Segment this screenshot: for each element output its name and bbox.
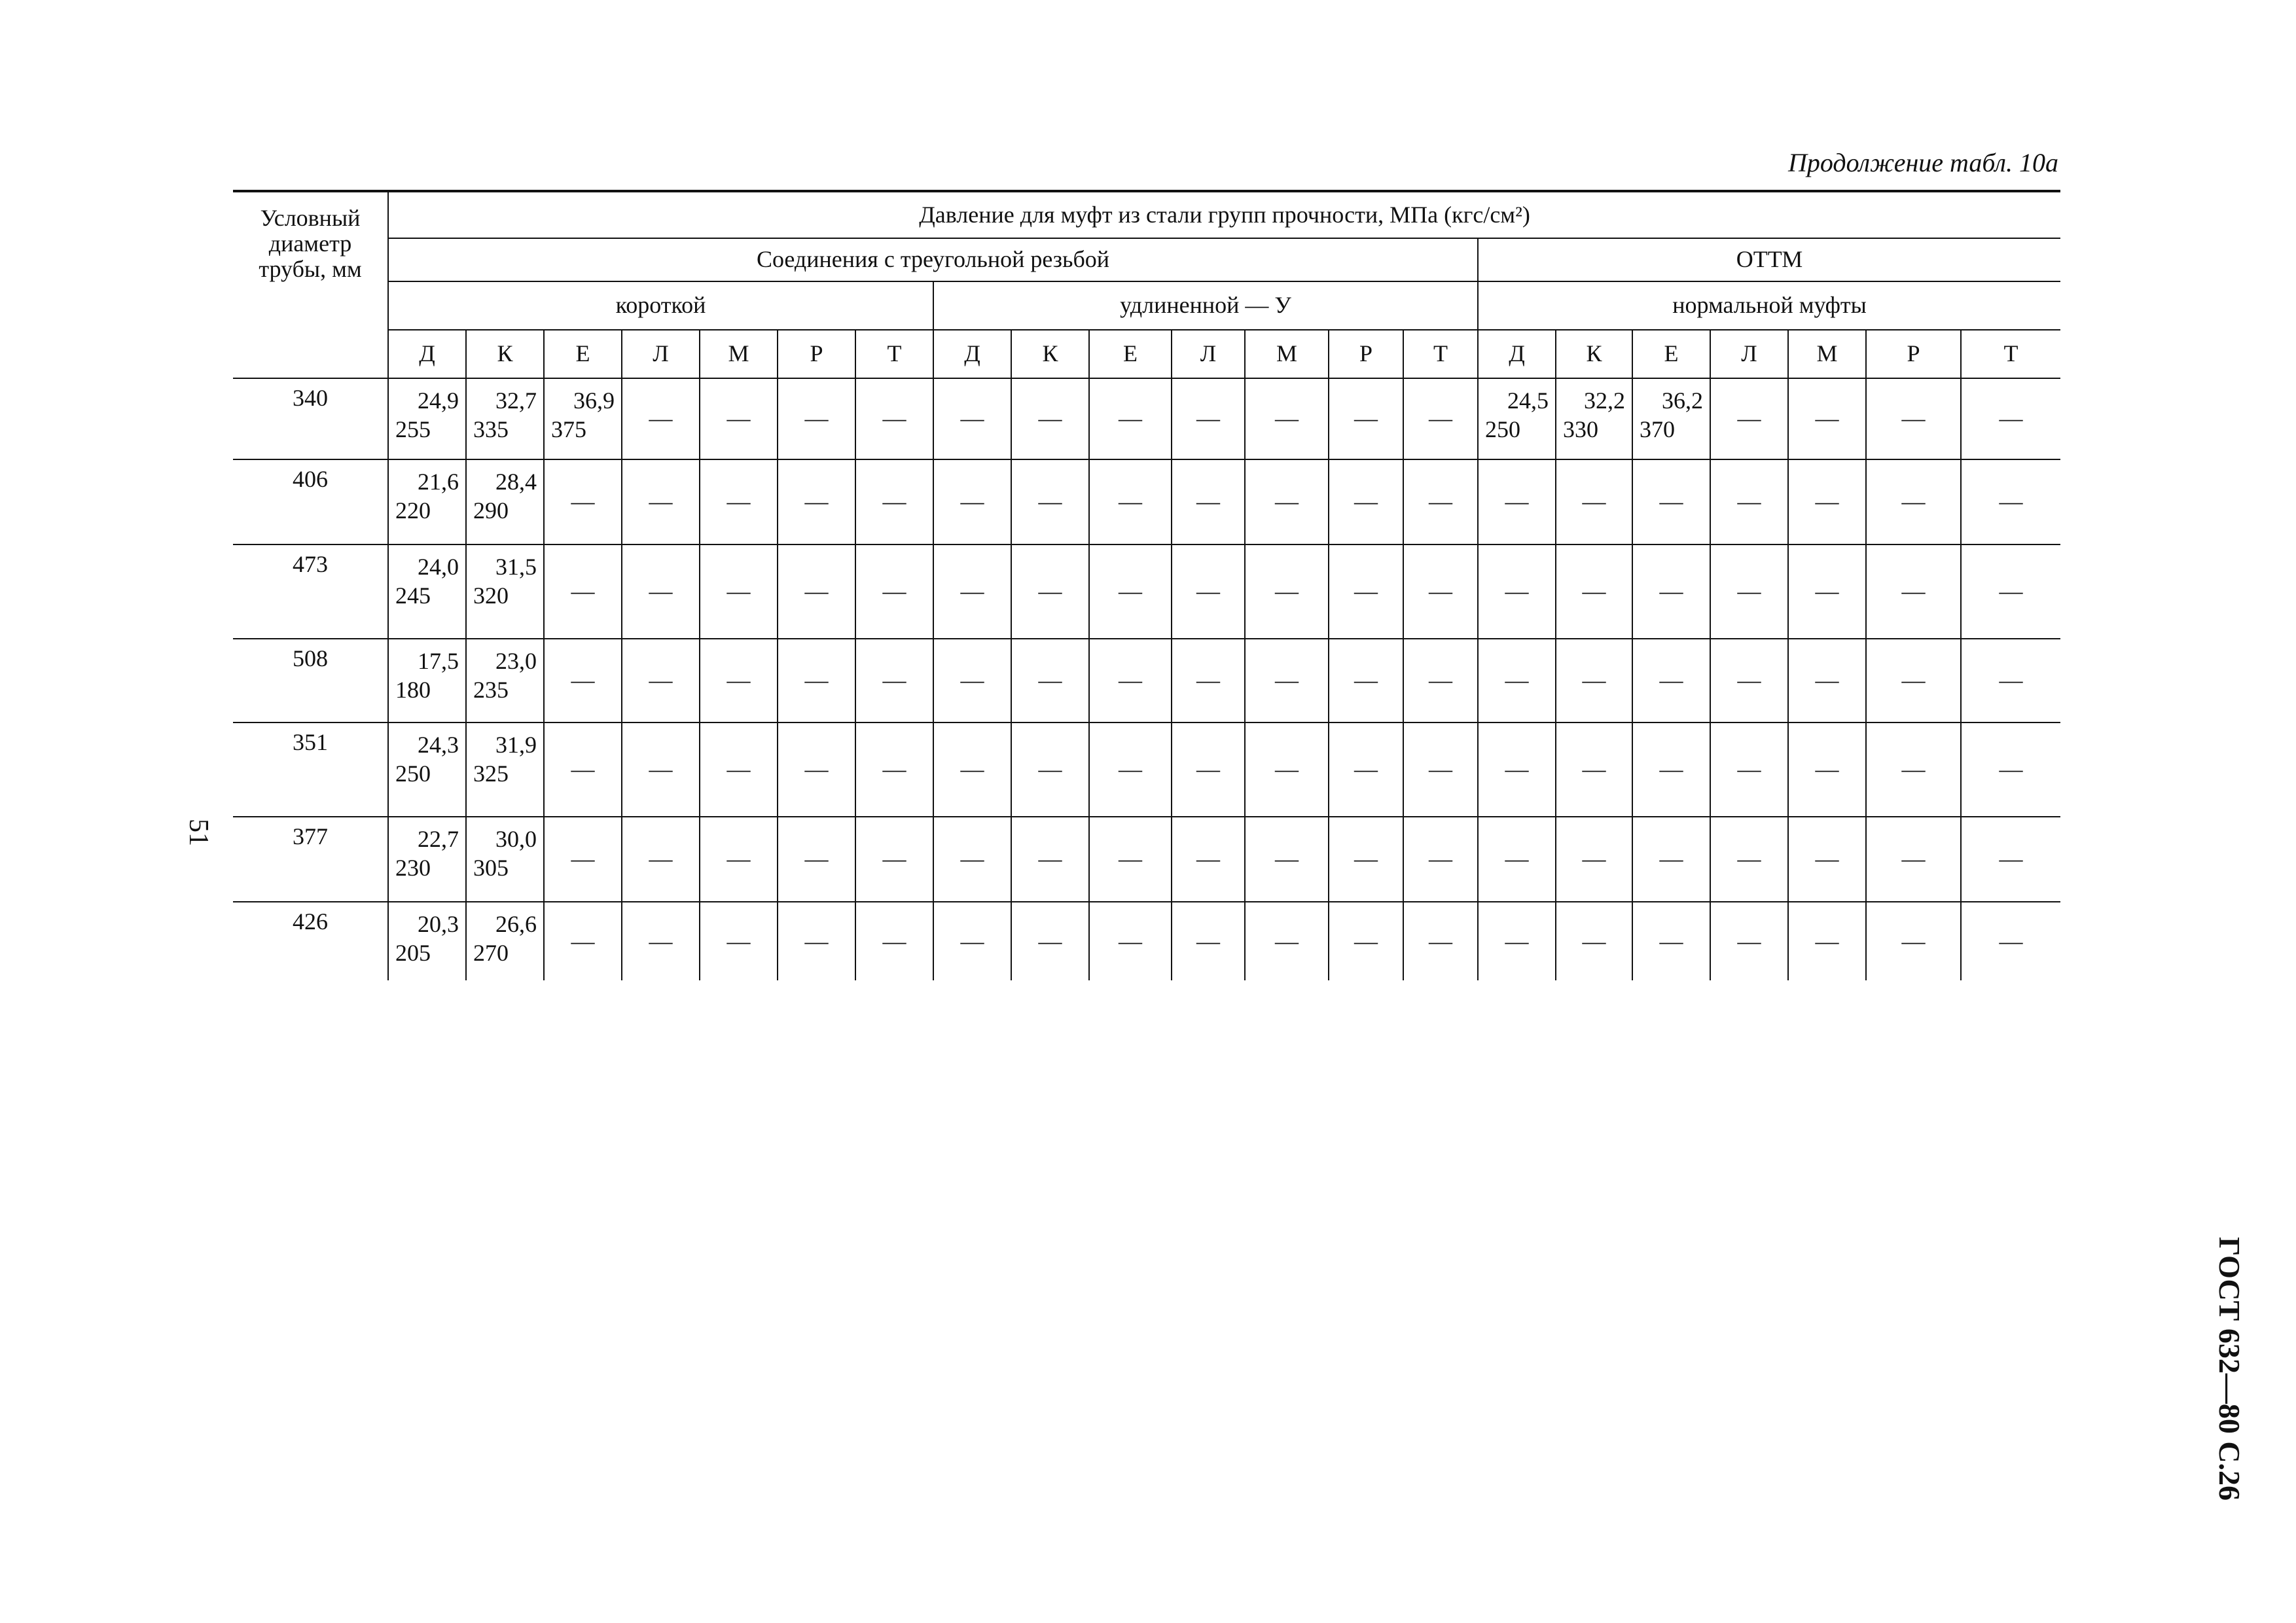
diameter-cell: 351 [233, 722, 388, 817]
empty-value-cell: — [933, 544, 1011, 639]
strength-group-header: Е [544, 330, 622, 378]
pressure-kgf: 320 [473, 582, 509, 609]
diameter-column-header [233, 191, 388, 378]
empty-value-cell: — [1710, 722, 1788, 817]
empty-value-cell: — [1866, 544, 1961, 639]
empty-value-cell: — [1172, 378, 1245, 459]
pressure-kgf: 245 [395, 582, 431, 609]
empty-value-cell: — [700, 459, 778, 544]
pressure-value-cell [388, 544, 466, 639]
pressure-mpa: 23,0 [495, 648, 537, 674]
empty-value-cell: — [700, 817, 778, 902]
pressure-kgf: 335 [473, 416, 509, 442]
empty-value-cell: — [1961, 902, 2060, 980]
empty-value-cell: — [1089, 639, 1172, 722]
empty-value-cell: — [1866, 817, 1961, 902]
strength-group-header: Д [933, 330, 1011, 378]
empty-value-cell: — [622, 902, 700, 980]
empty-value-cell: — [1556, 544, 1632, 639]
empty-value-cell: — [622, 722, 700, 817]
empty-value-cell: — [1011, 544, 1089, 639]
empty-value-cell: — [1329, 378, 1403, 459]
empty-value-cell: — [933, 459, 1011, 544]
empty-value-cell: — [1329, 817, 1403, 902]
empty-value-cell: — [1788, 544, 1866, 639]
empty-value-cell: — [1556, 817, 1632, 902]
strength-group-header: К [1556, 330, 1632, 378]
empty-value-cell: — [1478, 639, 1556, 722]
pressure-kgf: 220 [395, 497, 431, 524]
empty-value-cell: — [1403, 639, 1478, 722]
pressure-mpa: 26,6 [495, 911, 537, 937]
pressure-value-cell [466, 459, 544, 544]
empty-value-cell: — [1403, 902, 1478, 980]
empty-value-cell: — [1172, 817, 1245, 902]
empty-value-cell: — [1961, 459, 2060, 544]
empty-value-cell: — [1245, 544, 1329, 639]
strength-group-header: Т [1403, 330, 1478, 378]
empty-value-cell: — [1710, 544, 1788, 639]
pressure-mpa: 30,0 [495, 826, 537, 852]
pressure-mpa: 24,5 [1507, 387, 1549, 414]
empty-value-cell: — [778, 639, 855, 722]
pressure-value-cell [388, 378, 466, 459]
empty-value-cell: — [855, 544, 933, 639]
empty-value-cell: — [1172, 639, 1245, 722]
strength-group-header: Е [1632, 330, 1710, 378]
empty-value-cell: — [1478, 722, 1556, 817]
pressure-value-cell [388, 459, 466, 544]
empty-value-cell: — [933, 817, 1011, 902]
empty-value-cell: — [1245, 378, 1329, 459]
pressure-mpa: 32,7 [495, 387, 537, 414]
normal-coupling-header: нормальной муфты [1478, 281, 2060, 330]
diameter-header-line-2: диаметр [268, 230, 352, 257]
pressure-value-cell [388, 722, 466, 817]
pressure-value-cell [1632, 378, 1710, 459]
empty-value-cell: — [1556, 722, 1632, 817]
empty-value-cell: — [1089, 459, 1172, 544]
pressure-mpa: 32,2 [1584, 387, 1625, 414]
empty-value-cell: — [855, 639, 933, 722]
pressure-kgf: 270 [473, 940, 509, 966]
diameter-cell: 426 [233, 902, 388, 980]
empty-value-cell: — [1011, 378, 1089, 459]
empty-value-cell: — [1245, 902, 1329, 980]
strength-group-header: Е [1089, 330, 1172, 378]
empty-value-cell: — [1478, 902, 1556, 980]
pressure-header: Давление для муфт из стали групп прочности, МПа (кгс/см²) [388, 191, 2060, 238]
strength-group-header: Д [1478, 330, 1556, 378]
empty-value-cell: — [1632, 459, 1710, 544]
empty-value-cell: — [1089, 544, 1172, 639]
empty-value-cell: — [1632, 817, 1710, 902]
empty-value-cell: — [778, 544, 855, 639]
pressure-value-cell [388, 639, 466, 722]
pressure-value-cell [1478, 378, 1556, 459]
pressure-kgf: 250 [395, 760, 431, 787]
empty-value-cell: — [1961, 722, 2060, 817]
empty-value-cell: — [855, 817, 933, 902]
pressure-mpa: 24,9 [418, 387, 459, 414]
empty-value-cell: — [1788, 722, 1866, 817]
table-row [233, 639, 2060, 722]
empty-value-cell: — [544, 902, 622, 980]
empty-value-cell: — [1710, 639, 1788, 722]
empty-value-cell: — [855, 378, 933, 459]
strength-group-header: Т [855, 330, 933, 378]
pressure-mpa: 21,6 [418, 469, 459, 495]
ottm-header: ОТТМ [1478, 238, 2060, 281]
empty-value-cell: — [1172, 544, 1245, 639]
pressure-kgf: 255 [395, 416, 431, 442]
pressure-mpa: 31,5 [495, 554, 537, 580]
empty-value-cell: — [1245, 817, 1329, 902]
empty-value-cell: — [933, 722, 1011, 817]
pressure-table [233, 190, 2060, 980]
pressure-kgf: 330 [1563, 416, 1598, 442]
empty-value-cell: — [1632, 902, 1710, 980]
page-number: 51 [183, 819, 213, 846]
empty-value-cell: — [1172, 459, 1245, 544]
empty-value-cell: — [1403, 544, 1478, 639]
empty-value-cell: — [1245, 639, 1329, 722]
empty-value-cell: — [1089, 817, 1172, 902]
empty-value-cell: — [1788, 639, 1866, 722]
empty-value-cell: — [544, 639, 622, 722]
strength-group-header: К [1011, 330, 1089, 378]
pressure-kgf: 180 [395, 677, 431, 703]
empty-value-cell: — [622, 544, 700, 639]
extended-coupling-header: удлиненной — У [933, 281, 1478, 330]
pressure-value-cell [466, 639, 544, 722]
strength-group-header: М [1245, 330, 1329, 378]
pressure-value-cell [388, 902, 466, 980]
empty-value-cell: — [1556, 902, 1632, 980]
short-coupling-header: короткой [388, 281, 933, 330]
empty-value-cell: — [544, 544, 622, 639]
empty-value-cell: — [1329, 902, 1403, 980]
empty-value-cell: — [1172, 902, 1245, 980]
pressure-value-cell [388, 817, 466, 902]
table-row [233, 459, 2060, 544]
empty-value-cell: — [1866, 902, 1961, 980]
empty-value-cell: — [544, 459, 622, 544]
pressure-kgf: 325 [473, 760, 509, 787]
empty-value-cell: — [1329, 722, 1403, 817]
empty-value-cell: — [1961, 817, 2060, 902]
empty-value-cell: — [1011, 459, 1089, 544]
pressure-kgf: 290 [473, 497, 509, 524]
empty-value-cell: — [1478, 459, 1556, 544]
strength-group-header: Т [1961, 330, 2060, 378]
empty-value-cell: — [855, 722, 933, 817]
pressure-kgf: 235 [473, 677, 509, 703]
table-continuation-label: Продолжение табл. 10а [1787, 148, 2058, 177]
empty-value-cell: — [544, 817, 622, 902]
empty-value-cell: — [700, 378, 778, 459]
empty-value-cell: — [1788, 902, 1866, 980]
strength-group-header: Р [778, 330, 855, 378]
empty-value-cell: — [1478, 817, 1556, 902]
diameter-cell: 508 [233, 639, 388, 722]
empty-value-cell: — [1710, 817, 1788, 902]
diameter-cell: 377 [233, 817, 388, 902]
empty-value-cell: — [1011, 902, 1089, 980]
empty-value-cell: — [1089, 722, 1172, 817]
pressure-value-cell [466, 902, 544, 980]
empty-value-cell: — [1866, 722, 1961, 817]
strength-group-header: Л [1710, 330, 1788, 378]
pressure-mpa: 24,0 [418, 554, 459, 580]
strength-group-header: М [1788, 330, 1866, 378]
empty-value-cell: — [1403, 459, 1478, 544]
empty-value-cell: — [778, 902, 855, 980]
empty-value-cell: — [622, 378, 700, 459]
strength-group-header: М [700, 330, 778, 378]
empty-value-cell: — [544, 722, 622, 817]
pressure-kgf: 250 [1485, 416, 1520, 442]
empty-value-cell: — [622, 459, 700, 544]
empty-value-cell: — [1089, 902, 1172, 980]
empty-value-cell: — [1788, 378, 1866, 459]
empty-value-cell: — [1329, 639, 1403, 722]
strength-group-header: Р [1866, 330, 1961, 378]
pressure-kgf: 305 [473, 855, 509, 881]
empty-value-cell: — [1245, 722, 1329, 817]
table-row [233, 722, 2060, 817]
empty-value-cell: — [1961, 544, 2060, 639]
empty-value-cell: — [1011, 817, 1089, 902]
empty-value-cell: — [1245, 459, 1329, 544]
empty-value-cell: — [1478, 544, 1556, 639]
empty-value-cell: — [778, 722, 855, 817]
empty-value-cell: — [1961, 378, 2060, 459]
empty-value-cell: — [1172, 722, 1245, 817]
empty-value-cell: — [1403, 378, 1478, 459]
empty-value-cell: — [1632, 639, 1710, 722]
empty-value-cell: — [700, 639, 778, 722]
strength-group-header: Л [622, 330, 700, 378]
empty-value-cell: — [1556, 639, 1632, 722]
pressure-kgf: 205 [395, 940, 431, 966]
diameter-cell: 473 [233, 544, 388, 639]
pressure-kgf: 375 [551, 416, 586, 442]
empty-value-cell: — [778, 378, 855, 459]
empty-value-cell: — [1403, 817, 1478, 902]
table-row [233, 817, 2060, 902]
empty-value-cell: — [1329, 459, 1403, 544]
pressure-mpa: 31,9 [495, 732, 537, 758]
empty-value-cell: — [700, 902, 778, 980]
empty-value-cell: — [1710, 378, 1788, 459]
pressure-value-cell [466, 817, 544, 902]
pressure-mpa: 36,9 [573, 387, 615, 414]
empty-value-cell: — [622, 817, 700, 902]
empty-value-cell: — [1632, 722, 1710, 817]
pressure-mpa: 20,3 [418, 911, 459, 937]
strength-group-header: Р [1329, 330, 1403, 378]
empty-value-cell: — [855, 459, 933, 544]
empty-value-cell: — [1632, 544, 1710, 639]
table-row [233, 378, 2060, 459]
empty-value-cell: — [700, 722, 778, 817]
empty-value-cell: — [1011, 639, 1089, 722]
empty-value-cell: — [933, 902, 1011, 980]
pressure-value-cell [544, 378, 622, 459]
diameter-cell: 406 [233, 459, 388, 544]
empty-value-cell: — [1403, 722, 1478, 817]
pressure-value-cell [466, 544, 544, 639]
strength-group-header: Л [1172, 330, 1245, 378]
empty-value-cell: — [855, 902, 933, 980]
strength-group-header: К [466, 330, 544, 378]
table-row [233, 902, 2060, 980]
pressure-mpa: 36,2 [1662, 387, 1703, 414]
pressure-kgf: 370 [1640, 416, 1675, 442]
pressure-value-cell [466, 722, 544, 817]
empty-value-cell: — [778, 817, 855, 902]
pressure-mpa: 28,4 [495, 469, 537, 495]
empty-value-cell: — [1866, 459, 1961, 544]
empty-value-cell: — [622, 639, 700, 722]
pressure-kgf: 230 [395, 855, 431, 881]
empty-value-cell: — [1710, 459, 1788, 544]
empty-value-cell: — [1788, 817, 1866, 902]
empty-value-cell: — [1866, 378, 1961, 459]
diameter-cell: 340 [233, 378, 388, 459]
empty-value-cell: — [1710, 902, 1788, 980]
diameter-header-line-3: трубы, мм [259, 255, 362, 282]
empty-value-cell: — [1788, 459, 1866, 544]
empty-value-cell: — [1961, 639, 2060, 722]
pressure-value-cell [466, 378, 544, 459]
empty-value-cell: — [1329, 544, 1403, 639]
pressure-mpa: 17,5 [418, 648, 459, 674]
empty-value-cell: — [1011, 722, 1089, 817]
empty-value-cell: — [778, 459, 855, 544]
table-row [233, 544, 2060, 639]
empty-value-cell: — [933, 378, 1011, 459]
empty-value-cell: — [700, 544, 778, 639]
empty-value-cell: — [1866, 639, 1961, 722]
triangular-thread-header: Соединения с треугольной резьбой [388, 238, 1478, 281]
diameter-header-line-1: Условный [260, 205, 361, 231]
empty-value-cell: — [1556, 459, 1632, 544]
empty-value-cell: — [1089, 378, 1172, 459]
empty-value-cell: — [933, 639, 1011, 722]
pressure-value-cell [1556, 378, 1632, 459]
pressure-mpa: 24,3 [418, 732, 459, 758]
gost-side-label: ГОСТ 632—80 С.26 [2213, 1236, 2247, 1501]
strength-group-header: Д [388, 330, 466, 378]
pressure-mpa: 22,7 [418, 826, 459, 852]
